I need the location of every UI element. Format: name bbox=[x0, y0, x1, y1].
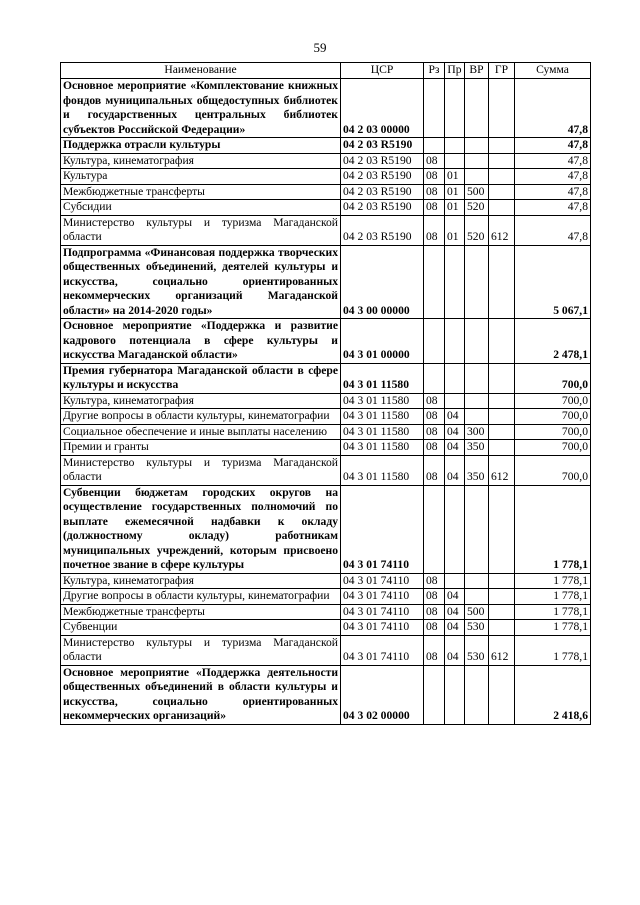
cell-sum: 47,8 bbox=[515, 184, 591, 200]
table-row bbox=[61, 79, 591, 138]
cell-name: Министерство культуры и туризма Магаданской области bbox=[61, 215, 341, 245]
cell-csr: 04 2 03 R5190 bbox=[341, 200, 424, 216]
cell-rz: 08 bbox=[424, 409, 445, 425]
cell-name: Культура, кинематография bbox=[61, 153, 341, 169]
header-gr: ГР bbox=[489, 63, 515, 79]
cell-pr bbox=[445, 319, 465, 364]
table-row bbox=[61, 169, 591, 185]
cell-rz bbox=[424, 485, 445, 573]
cell-csr: 04 3 01 11580 bbox=[341, 424, 424, 440]
header-rz: Рз bbox=[424, 63, 445, 79]
cell-gr bbox=[489, 409, 515, 425]
cell-sum: 1 778,1 bbox=[515, 573, 591, 589]
cell-pr: 04 bbox=[445, 440, 465, 456]
cell-vr: 300 bbox=[465, 424, 489, 440]
cell-name: Другие вопросы в области культуры, кинематографии bbox=[61, 589, 341, 605]
cell-name: Премии и гранты bbox=[61, 440, 341, 456]
table-row bbox=[61, 424, 591, 440]
cell-rz: 08 bbox=[424, 440, 445, 456]
cell-pr: 04 bbox=[445, 620, 465, 636]
cell-vr bbox=[465, 665, 489, 724]
cell-name: Основное мероприятие «Поддержка деятельности общественных объединений в области культуры и искусства, социально ориентированных некоммерческих организаций» bbox=[61, 665, 341, 724]
cell-pr: 04 bbox=[445, 604, 465, 620]
table-row bbox=[61, 215, 591, 245]
cell-rz: 08 bbox=[424, 455, 445, 485]
cell-csr: 04 3 01 11580 bbox=[341, 440, 424, 456]
cell-csr: 04 3 01 74110 bbox=[341, 635, 424, 665]
cell-gr bbox=[489, 169, 515, 185]
cell-gr bbox=[489, 245, 515, 319]
page-number: 59 bbox=[313, 40, 327, 55]
cell-name: Министерство культуры и туризма Магаданской области bbox=[61, 455, 341, 485]
table-row bbox=[61, 409, 591, 425]
cell-vr bbox=[465, 79, 489, 138]
cell-sum: 700,0 bbox=[515, 409, 591, 425]
cell-csr: 04 3 01 11580 bbox=[341, 363, 424, 393]
cell-pr: 04 bbox=[445, 409, 465, 425]
cell-rz: 08 bbox=[424, 620, 445, 636]
cell-gr bbox=[489, 485, 515, 573]
table-row bbox=[61, 604, 591, 620]
cell-name: Субсидии bbox=[61, 200, 341, 216]
cell-pr bbox=[445, 363, 465, 393]
cell-rz bbox=[424, 245, 445, 319]
cell-sum: 700,0 bbox=[515, 440, 591, 456]
cell-csr: 04 3 01 74110 bbox=[341, 573, 424, 589]
cell-pr: 01 bbox=[445, 200, 465, 216]
cell-vr bbox=[465, 589, 489, 605]
cell-pr bbox=[445, 138, 465, 154]
cell-gr bbox=[489, 424, 515, 440]
cell-pr: 04 bbox=[445, 635, 465, 665]
cell-vr bbox=[465, 393, 489, 409]
cell-pr bbox=[445, 153, 465, 169]
cell-name: Другие вопросы в области культуры, кинематографии bbox=[61, 409, 341, 425]
cell-sum: 47,8 bbox=[515, 79, 591, 138]
table-row bbox=[61, 573, 591, 589]
cell-gr bbox=[489, 200, 515, 216]
cell-gr: 612 bbox=[489, 215, 515, 245]
cell-rz: 08 bbox=[424, 153, 445, 169]
cell-pr: 01 bbox=[445, 215, 465, 245]
cell-rz: 08 bbox=[424, 200, 445, 216]
cell-csr: 04 3 01 11580 bbox=[341, 409, 424, 425]
cell-sum: 2 418,6 bbox=[515, 665, 591, 724]
cell-sum: 1 778,1 bbox=[515, 485, 591, 573]
cell-vr bbox=[465, 363, 489, 393]
cell-csr: 04 2 03 00000 bbox=[341, 79, 424, 138]
cell-csr: 04 3 01 74110 bbox=[341, 485, 424, 573]
header-pr: Пр bbox=[445, 63, 465, 79]
cell-gr bbox=[489, 589, 515, 605]
cell-pr bbox=[445, 393, 465, 409]
cell-pr bbox=[445, 485, 465, 573]
cell-sum: 47,8 bbox=[515, 169, 591, 185]
table-row bbox=[61, 184, 591, 200]
cell-gr bbox=[489, 153, 515, 169]
cell-name: Культура, кинематография bbox=[61, 393, 341, 409]
table-row bbox=[61, 138, 591, 154]
cell-rz: 08 bbox=[424, 635, 445, 665]
cell-pr bbox=[445, 245, 465, 319]
cell-pr: 01 bbox=[445, 184, 465, 200]
cell-vr bbox=[465, 485, 489, 573]
cell-rz: 08 bbox=[424, 393, 445, 409]
cell-csr: 04 3 01 00000 bbox=[341, 319, 424, 364]
cell-rz: 08 bbox=[424, 424, 445, 440]
table-row bbox=[61, 245, 591, 319]
cell-sum: 5 067,1 bbox=[515, 245, 591, 319]
cell-vr: 500 bbox=[465, 604, 489, 620]
cell-gr bbox=[489, 184, 515, 200]
cell-rz bbox=[424, 79, 445, 138]
header-name: Наименование bbox=[61, 63, 341, 79]
cell-csr: 04 3 01 74110 bbox=[341, 620, 424, 636]
cell-gr bbox=[489, 393, 515, 409]
cell-csr: 04 3 01 11580 bbox=[341, 455, 424, 485]
cell-csr: 04 2 03 R5190 bbox=[341, 138, 424, 154]
cell-name: Субвенции bbox=[61, 620, 341, 636]
cell-vr bbox=[465, 169, 489, 185]
header-vr: ВР bbox=[465, 63, 489, 79]
table-row bbox=[61, 440, 591, 456]
cell-csr: 04 3 01 74110 bbox=[341, 604, 424, 620]
cell-name: Поддержка отрасли культуры bbox=[61, 138, 341, 154]
cell-pr bbox=[445, 573, 465, 589]
cell-rz bbox=[424, 665, 445, 724]
cell-gr bbox=[489, 604, 515, 620]
cell-name: Культура, кинематография bbox=[61, 573, 341, 589]
cell-sum: 47,8 bbox=[515, 215, 591, 245]
cell-vr bbox=[465, 153, 489, 169]
cell-name: Социальное обеспечение и иные выплаты населению bbox=[61, 424, 341, 440]
cell-pr: 01 bbox=[445, 169, 465, 185]
cell-pr bbox=[445, 665, 465, 724]
cell-gr bbox=[489, 620, 515, 636]
cell-vr bbox=[465, 245, 489, 319]
cell-vr bbox=[465, 319, 489, 364]
cell-gr bbox=[489, 665, 515, 724]
table-row bbox=[61, 200, 591, 216]
cell-vr: 520 bbox=[465, 215, 489, 245]
cell-rz bbox=[424, 363, 445, 393]
cell-sum: 1 778,1 bbox=[515, 589, 591, 605]
cell-csr: 04 2 03 R5190 bbox=[341, 184, 424, 200]
cell-csr: 04 2 03 R5190 bbox=[341, 153, 424, 169]
cell-vr: 500 bbox=[465, 184, 489, 200]
table-row bbox=[61, 319, 591, 364]
cell-name: Межбюджетные трансферты bbox=[61, 604, 341, 620]
cell-rz bbox=[424, 138, 445, 154]
cell-gr bbox=[489, 440, 515, 456]
cell-sum: 700,0 bbox=[515, 455, 591, 485]
cell-csr: 04 3 01 11580 bbox=[341, 393, 424, 409]
table-row bbox=[61, 589, 591, 605]
cell-gr bbox=[489, 363, 515, 393]
table-row bbox=[61, 455, 591, 485]
cell-vr bbox=[465, 409, 489, 425]
cell-gr bbox=[489, 138, 515, 154]
table-row bbox=[61, 485, 591, 573]
cell-sum: 2 478,1 bbox=[515, 319, 591, 364]
cell-sum: 47,8 bbox=[515, 200, 591, 216]
cell-sum: 1 778,1 bbox=[515, 620, 591, 636]
cell-name: Основное мероприятие «Поддержка и развитие кадрового потенциала в сфере культуры и искусства Магаданской области» bbox=[61, 319, 341, 364]
cell-pr bbox=[445, 79, 465, 138]
cell-sum: 47,8 bbox=[515, 138, 591, 154]
cell-rz: 08 bbox=[424, 604, 445, 620]
cell-csr: 04 3 02 00000 bbox=[341, 665, 424, 724]
cell-rz bbox=[424, 319, 445, 364]
cell-sum: 1 778,1 bbox=[515, 604, 591, 620]
cell-gr: 612 bbox=[489, 455, 515, 485]
cell-name: Подпрограмма «Финансовая поддержка творческих общественных объединений, деятелей культуры и искусства, социально ориентированных некоммерческих организаций Магаданской области» на 2014-2020 годы» bbox=[61, 245, 341, 319]
cell-rz: 08 bbox=[424, 573, 445, 589]
cell-gr bbox=[489, 319, 515, 364]
cell-pr: 04 bbox=[445, 424, 465, 440]
cell-name: Межбюджетные трансферты bbox=[61, 184, 341, 200]
cell-sum: 700,0 bbox=[515, 424, 591, 440]
cell-vr: 520 bbox=[465, 200, 489, 216]
cell-sum: 700,0 bbox=[515, 393, 591, 409]
cell-rz: 08 bbox=[424, 589, 445, 605]
cell-csr: 04 3 01 74110 bbox=[341, 589, 424, 605]
cell-gr bbox=[489, 573, 515, 589]
cell-rz: 08 bbox=[424, 169, 445, 185]
cell-sum: 47,8 bbox=[515, 153, 591, 169]
table-header-row bbox=[61, 63, 591, 79]
cell-csr: 04 3 00 00000 bbox=[341, 245, 424, 319]
cell-csr: 04 2 03 R5190 bbox=[341, 215, 424, 245]
cell-gr bbox=[489, 79, 515, 138]
table-row bbox=[61, 153, 591, 169]
cell-vr: 530 bbox=[465, 620, 489, 636]
table-row bbox=[61, 635, 591, 665]
cell-csr: 04 2 03 R5190 bbox=[341, 169, 424, 185]
table-row bbox=[61, 393, 591, 409]
budget-table bbox=[60, 62, 591, 725]
cell-name: Основное мероприятие «Комплектование книжных фондов муниципальных общедоступных библиотек и государственных центральных библиотек субъектов Российской Федерации» bbox=[61, 79, 341, 138]
cell-rz: 08 bbox=[424, 215, 445, 245]
cell-vr bbox=[465, 573, 489, 589]
cell-vr: 530 bbox=[465, 635, 489, 665]
cell-name: Премия губернатора Магаданской области в сфере культуры и искусства bbox=[61, 363, 341, 393]
header-sum: Сумма bbox=[515, 63, 591, 79]
cell-vr: 350 bbox=[465, 455, 489, 485]
cell-vr bbox=[465, 138, 489, 154]
cell-sum: 700,0 bbox=[515, 363, 591, 393]
table-row bbox=[61, 620, 591, 636]
table-row bbox=[61, 363, 591, 393]
cell-name: Культура bbox=[61, 169, 341, 185]
cell-name: Субвенции бюджетам городских округов на осуществление государственных полномочий по выплате ежемесячной надбавки к окладу (должностному окладу) работникам муниципальных учреждений, которым присвоено почетное звание в сфере культуры bbox=[61, 485, 341, 573]
cell-rz: 08 bbox=[424, 184, 445, 200]
cell-pr: 04 bbox=[445, 455, 465, 485]
cell-vr: 350 bbox=[465, 440, 489, 456]
cell-pr: 04 bbox=[445, 589, 465, 605]
header-csr: ЦСР bbox=[341, 63, 424, 79]
cell-name: Министерство культуры и туризма Магаданской области bbox=[61, 635, 341, 665]
table-row bbox=[61, 665, 591, 724]
cell-gr: 612 bbox=[489, 635, 515, 665]
cell-sum: 1 778,1 bbox=[515, 635, 591, 665]
